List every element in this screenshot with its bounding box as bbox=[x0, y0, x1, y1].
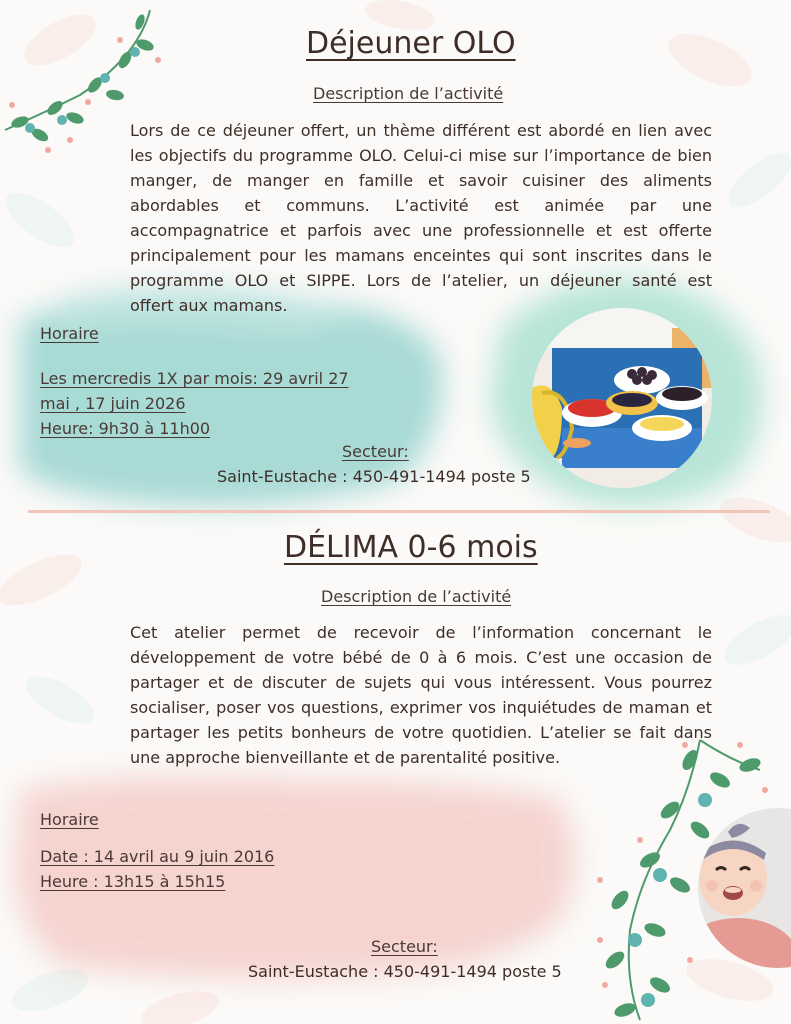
section2-title: DÉLIMA 0-6 mois bbox=[284, 530, 538, 565]
section-divider bbox=[28, 510, 770, 513]
section1-description-line: manger, de manger en famille et savoir cuisiner des aliments bbox=[130, 171, 712, 190]
section2-schedule-date: Date : 14 avril au 9 juin 2016 bbox=[40, 847, 275, 866]
section1-schedule-line: Les mercredis 1X par mois: 29 avril 27 bbox=[40, 369, 349, 388]
fruit-breakfast-photo bbox=[532, 308, 712, 488]
section1-secteur-phone: Saint-Eustache : 450-491-1494 poste 5 bbox=[217, 467, 531, 486]
section2-horaire-label: Horaire bbox=[40, 810, 99, 829]
section1-description-line: Lors de ce déjeuner offert, un thème différent est abordé en lien avec bbox=[130, 121, 712, 140]
section2-secteur-label: Secteur: bbox=[371, 937, 438, 956]
section2-secteur-phone: Saint-Eustache : 450-491-1494 poste 5 bbox=[248, 962, 562, 981]
section2-description-line: partager les petits bonheurs de votre quotidien. L’atelier se fait dans bbox=[130, 723, 712, 742]
section1-horaire-label: Horaire bbox=[40, 324, 99, 343]
section1-schedule-line: mai , 17 juin 2026 bbox=[40, 394, 186, 413]
section1-description bbox=[130, 118, 712, 318]
section1-secteur-label: Secteur: bbox=[342, 442, 409, 461]
section2-description-line: socialiser, poser vos questions, exprimer vos inquiétudes de maman et bbox=[130, 698, 712, 717]
section2-description-line: une approche bienveillante et de parentalité positive. bbox=[130, 748, 561, 767]
section2-description-line: développement de votre bébé de 0 à 6 mois. C’est une occasion de bbox=[130, 648, 712, 667]
section1-description-line: principalement pour les mamans enceintes qui sont inscrites dans le bbox=[130, 246, 712, 265]
section2-description-line: partager et de discuter de sujets qui vous intéressent. Vous pourrez bbox=[130, 673, 712, 692]
section1-description-line: les objectifs du programme OLO. Celui-ci mise sur l’importance de bien bbox=[130, 146, 712, 165]
section1-description-line: programme OLO et SIPPE. Lors de l’atelier, un déjeuner santé est bbox=[130, 271, 712, 290]
section1-title: Déjeuner OLO bbox=[306, 26, 516, 61]
section1-description-line: abordables et communs. L’activité est animée par une bbox=[130, 196, 712, 215]
section2-description-heading: Description de l’activité bbox=[321, 587, 512, 606]
section2-schedule-time: Heure : 13h15 à 15h15 bbox=[40, 872, 226, 891]
section1-description-line: accompagnatrice et parfois avec une professionnelle et est offerte bbox=[130, 221, 712, 240]
section1-schedule-time: Heure: 9h30 à 11h00 bbox=[40, 419, 211, 438]
section2-description-line: Cet atelier permet de recevoir de l’information concernant le bbox=[130, 623, 712, 642]
section2-description bbox=[130, 620, 712, 770]
section1-description-heading: Description de l’activité bbox=[313, 84, 504, 103]
section1-description-line: offert aux mamans. bbox=[130, 296, 288, 315]
